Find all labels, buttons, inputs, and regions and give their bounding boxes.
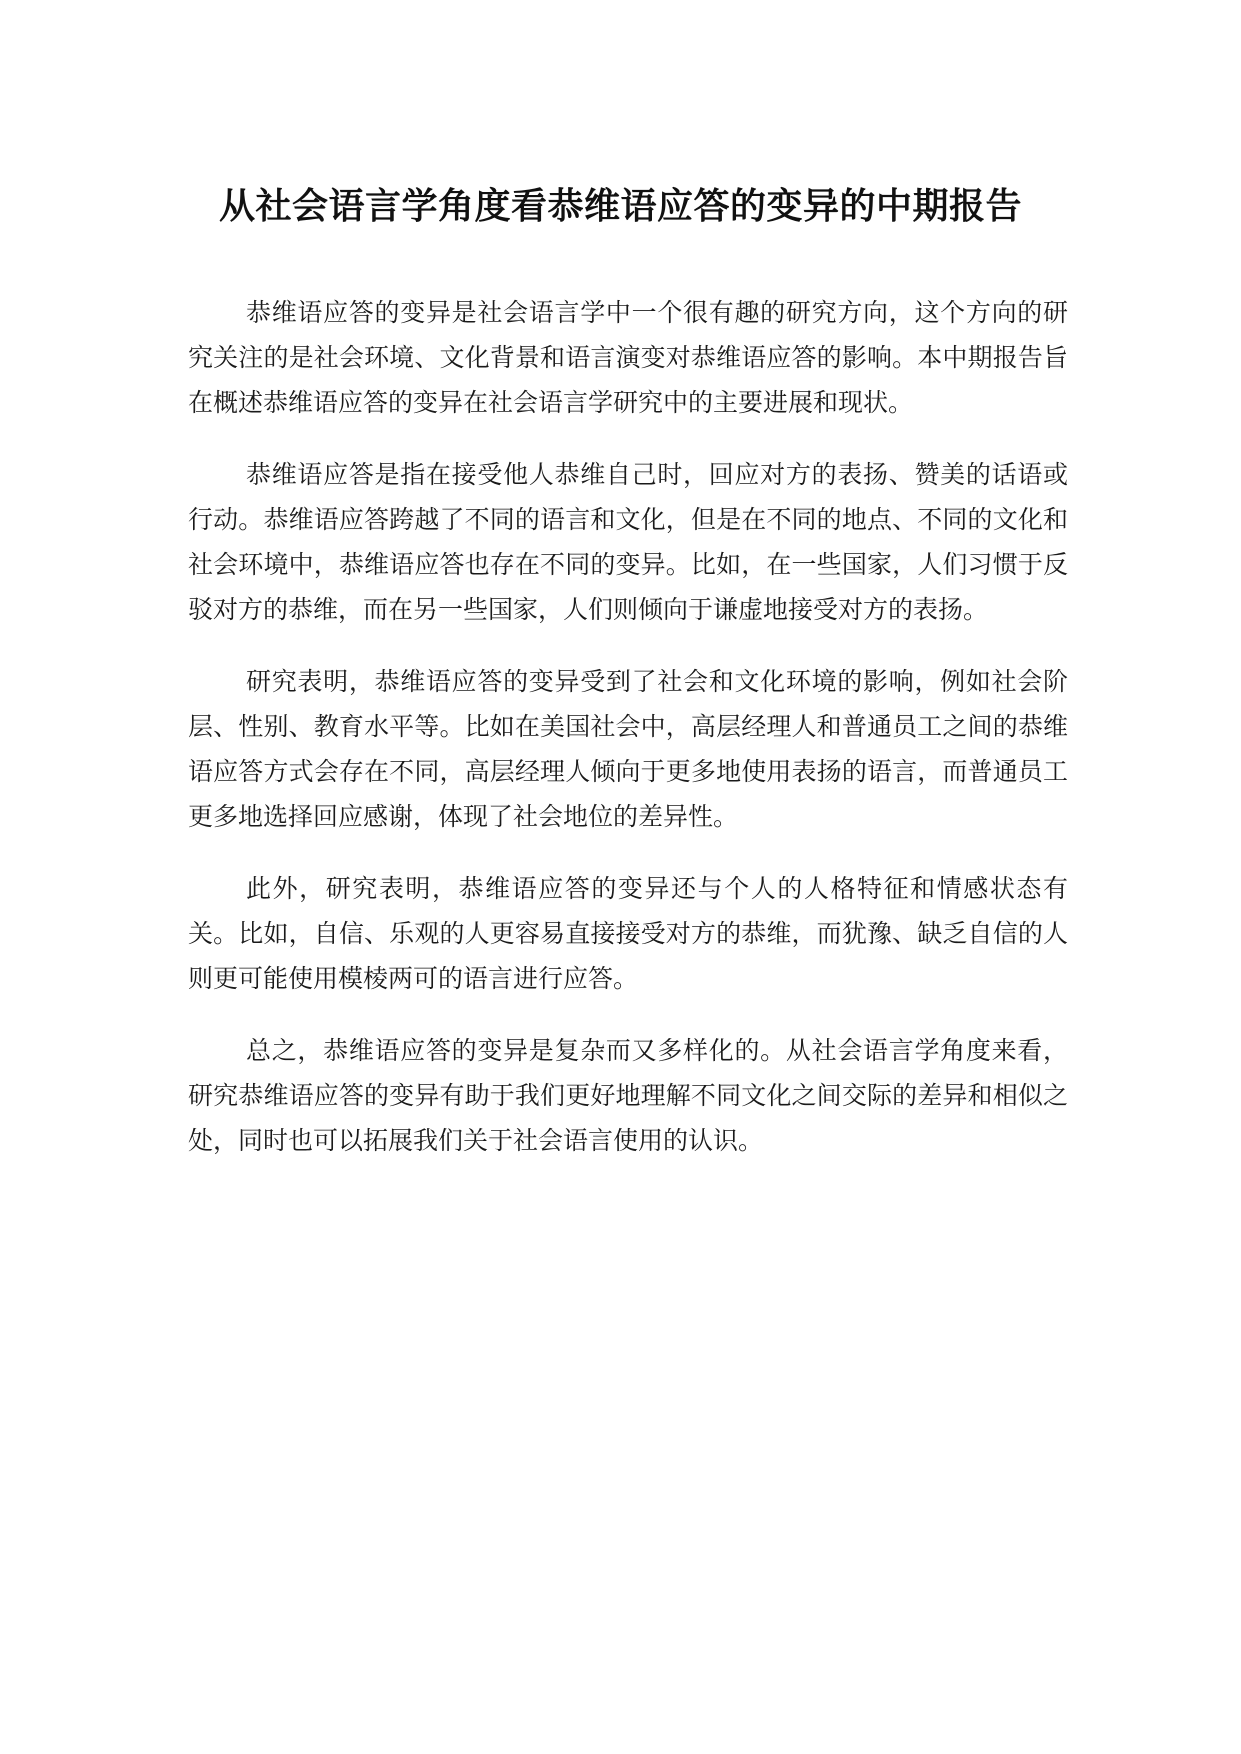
- paragraph-1: 恭维语应答的变异是社会语言学中一个很有趣的研究方向，这个方向的研究关注的是社会环境、文化背景和语言演变对恭维语应答的影响。本中期报告旨在概述恭维语应答的变异在社会语言学研究中的主要进展和现状。: [188, 298, 1068, 417]
- document-body: [188, 290, 1068, 1190]
- paragraph-4: 此外，研究表明，恭维语应答的变异还与个人的人格特征和情感状态有关。比如，自信、乐观的人更容易直接接受对方的恭维，而犹豫、缺乏自信的人则更可能使用模棱两可的语言进行应答。: [188, 874, 1068, 993]
- document-title: 从社会语言学角度看恭维语应答的变异的中期报告: [218, 186, 1022, 227]
- paragraph-5: 总之，恭维语应答的变异是复杂而又多样化的。从社会语言学角度来看，研究恭维语应答的变异有助于我们更好地理解不同文化之间交际的差异和相似之处，同时也可以拓展我们关于社会语言使用的认识。: [188, 1036, 1068, 1155]
- paragraph-2: 恭维语应答是指在接受他人恭维自己时，回应对方的表扬、赞美的话语或行动。恭维语应答跨越了不同的语言和文化，但是在不同的地点、不同的文化和社会环境中，恭维语应答也存在不同的变异。比如，在一些国家，人们习惯于反驳对方的恭维，而在另一些国家，人们则倾向于谦虚地接受对方的表扬。: [188, 460, 1068, 624]
- paragraph-3: 研究表明，恭维语应答的变异受到了社会和文化环境的影响，例如社会阶层、性别、教育水平等。比如在美国社会中，高层经理人和普通员工之间的恭维语应答方式会存在不同，高层经理人倾向于更多地使用表扬的语言，而普通员工更多地选择回应感谢，体现了社会地位的差异性。: [188, 667, 1068, 831]
